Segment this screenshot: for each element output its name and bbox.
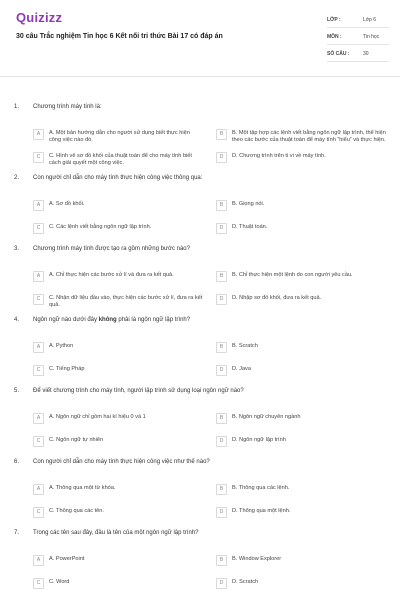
answer-option-c[interactable]: [33, 294, 203, 309]
option-letter: A: [33, 555, 44, 566]
question-text-emphasis: không: [98, 317, 117, 323]
question-text: Chương trình máy tính được tạo ra gồm những bước nào?: [33, 246, 190, 252]
question-number: 7.: [14, 530, 20, 536]
answer-option-c[interactable]: [33, 436, 203, 447]
option-letter: C: [33, 294, 44, 305]
meta-row-question-count: [327, 48, 389, 62]
option-text: D. Nhập sơ đồ khối, đưa ra kết quả.: [232, 295, 322, 301]
option-text: B. Ngôn ngữ chuyên ngành: [232, 414, 301, 420]
option-text: A. Python: [49, 343, 74, 349]
question-item: [0, 530, 400, 600]
option-text: A. Thông qua một từ khóa.: [49, 485, 116, 491]
option-letter: D: [216, 223, 227, 234]
option-text: B. Scratch: [232, 343, 258, 349]
answer-option-a[interactable]: [33, 271, 203, 282]
answer-option-b[interactable]: [216, 200, 386, 211]
answer-option-b[interactable]: [216, 555, 386, 566]
question-number: 3.: [14, 246, 20, 252]
option-text: C. Các lệnh viết bằng ngôn ngữ lập trình.: [49, 224, 152, 230]
option-text: B. Window Explorer: [232, 556, 282, 562]
answer-option-c[interactable]: [33, 578, 203, 589]
question-text: Con người chỉ dẫn cho máy tính thực hiện công việc thông qua:: [33, 175, 203, 181]
question-text: Chương trình máy tính là:: [33, 104, 102, 110]
meta-label: MÔN :: [327, 34, 342, 40]
option-letter: A: [33, 200, 44, 211]
question-number: 6.: [14, 459, 20, 465]
question-text: Để viết chương trình cho máy tính, người lập trình sử dụng loại ngôn ngữ nào?: [33, 388, 244, 394]
answer-option-a[interactable]: [33, 342, 203, 353]
meta-row-subject: [327, 31, 389, 45]
meta-value: Lớp 6: [363, 17, 377, 23]
answer-option-d[interactable]: [216, 152, 386, 163]
answer-option-b[interactable]: [216, 129, 386, 144]
answer-option-d[interactable]: [216, 436, 386, 447]
option-text: B. Một tập hợp các lệnh viết bằng ngôn ngữ lập trình, thể hiện theo các bước của thuật toán để máy tính “hiểu” và thực hiện.: [232, 130, 386, 143]
meta-label: LỚP :: [327, 17, 341, 23]
question-list: [0, 104, 400, 600]
option-text: B. Thông qua các lệnh.: [232, 485, 290, 491]
question-item: [0, 175, 400, 246]
answer-option-b[interactable]: [216, 484, 386, 495]
option-letter: C: [33, 152, 44, 163]
option-letter: A: [33, 484, 44, 495]
question-item: [0, 317, 400, 388]
quizizz-logo: Quizizz: [16, 10, 63, 25]
question-text: Trong các tên sau đây, đâu là tên của một ngôn ngữ lập trình?: [33, 530, 199, 536]
worksheet-title: 30 câu Trắc nghiệm Tin học 6 Kết nối tri thức Bài 17 có đáp án: [16, 33, 223, 40]
meta-value: 30: [363, 51, 369, 57]
option-letter: B: [216, 129, 227, 140]
option-letter: C: [33, 507, 44, 518]
option-text: A. Ngôn ngữ chỉ gồm hai kí hiệu 0 và 1: [49, 414, 146, 420]
option-text: C. Ngôn ngữ tự nhiên: [49, 437, 104, 443]
option-text: D. Thuật toán.: [232, 224, 268, 230]
option-text: B. Chỉ thực hiện một lệnh do con người yêu cầu.: [232, 272, 353, 278]
question-text-before: Ngôn ngữ nào dưới đây: [33, 317, 99, 323]
answer-option-a[interactable]: [33, 200, 203, 211]
answer-option-b[interactable]: [216, 342, 386, 353]
option-text: A. Sơ đồ khối.: [49, 201, 85, 207]
option-letter: A: [33, 342, 44, 353]
question-number: 2.: [14, 175, 20, 181]
worksheet-header: [0, 0, 400, 76]
option-letter: C: [33, 223, 44, 234]
option-letter: B: [216, 271, 227, 282]
option-letter: D: [216, 578, 227, 589]
question-item: [0, 246, 400, 317]
option-letter: B: [216, 413, 227, 424]
option-text: A. PowerPoint: [49, 556, 85, 562]
option-text: C. Tiếng Pháp: [49, 366, 85, 372]
question-item: [0, 104, 400, 175]
option-text: A. Một bản hướng dẫn cho người sử dụng biết thực hiện công việc nào đó.: [49, 130, 190, 143]
option-letter: B: [216, 342, 227, 353]
option-text: C. Word: [49, 579, 70, 585]
option-letter: D: [216, 507, 227, 518]
option-letter: D: [216, 152, 227, 163]
answer-option-b[interactable]: [216, 271, 386, 282]
question-text: [33, 317, 373, 323]
option-text: B. Giọng nói.: [232, 201, 265, 207]
answer-option-d[interactable]: [216, 223, 386, 234]
option-letter: A: [33, 129, 44, 140]
answer-option-a[interactable]: [33, 129, 203, 144]
answer-option-a[interactable]: [33, 413, 203, 424]
option-text: D. Ngôn ngữ lập trình: [232, 437, 286, 443]
answer-option-d[interactable]: [216, 365, 386, 376]
meta-row-grade: [327, 14, 389, 28]
answer-option-d[interactable]: [216, 294, 386, 305]
option-letter: D: [216, 436, 227, 447]
worksheet-meta: [327, 14, 389, 65]
question-text: Con người chỉ dẫn cho máy tính thực hiện công việc như thế nào?: [33, 459, 210, 465]
option-letter: B: [216, 200, 227, 211]
option-letter: C: [33, 365, 44, 376]
option-letter: D: [216, 294, 227, 305]
header-divider: [0, 76, 400, 77]
option-letter: C: [33, 578, 44, 589]
option-text: D. Java: [232, 366, 251, 372]
answer-option-c[interactable]: [33, 223, 203, 234]
answer-option-c[interactable]: [33, 507, 203, 518]
meta-value: Tin học: [363, 34, 380, 40]
option-text: C. Thông qua các tên.: [49, 508, 104, 514]
answer-option-b[interactable]: [216, 413, 386, 424]
option-text: D. Thông qua một lệnh.: [232, 508, 291, 514]
answer-option-a[interactable]: [33, 484, 203, 495]
question-number: 4.: [14, 317, 20, 323]
option-text: C. Hình vẽ sơ đồ khối của thuật toán để cho máy tính biết cách giải quyết một công việc.: [49, 153, 192, 166]
option-text: D. Scratch: [232, 579, 259, 585]
question-item: [0, 388, 400, 459]
question-number: 1.: [14, 104, 20, 110]
answer-option-a[interactable]: [33, 555, 203, 566]
option-text: D. Chương trình trên ti vi về máy tính.: [232, 153, 326, 159]
option-letter: C: [33, 436, 44, 447]
option-letter: A: [33, 271, 44, 282]
question-number: 5.: [14, 388, 20, 394]
question-item: [0, 459, 400, 530]
option-text: A. Chỉ thực hiện các bước xử lí và đưa ra kết quả.: [49, 272, 174, 278]
meta-label: SỐ CÂU :: [327, 51, 350, 57]
answer-option-c[interactable]: [33, 365, 203, 376]
answer-option-d[interactable]: [216, 578, 386, 589]
question-text-after: phải là ngôn ngữ lập trình?: [116, 317, 191, 323]
option-letter: D: [216, 365, 227, 376]
answer-option-c[interactable]: [33, 152, 203, 167]
option-letter: B: [216, 555, 227, 566]
option-text: C. Nhận dữ liệu đầu vào, thực hiện các bước xử lí, đưa ra kết quả.: [49, 295, 203, 308]
answer-option-d[interactable]: [216, 507, 386, 518]
option-letter: B: [216, 484, 227, 495]
option-letter: A: [33, 413, 44, 424]
